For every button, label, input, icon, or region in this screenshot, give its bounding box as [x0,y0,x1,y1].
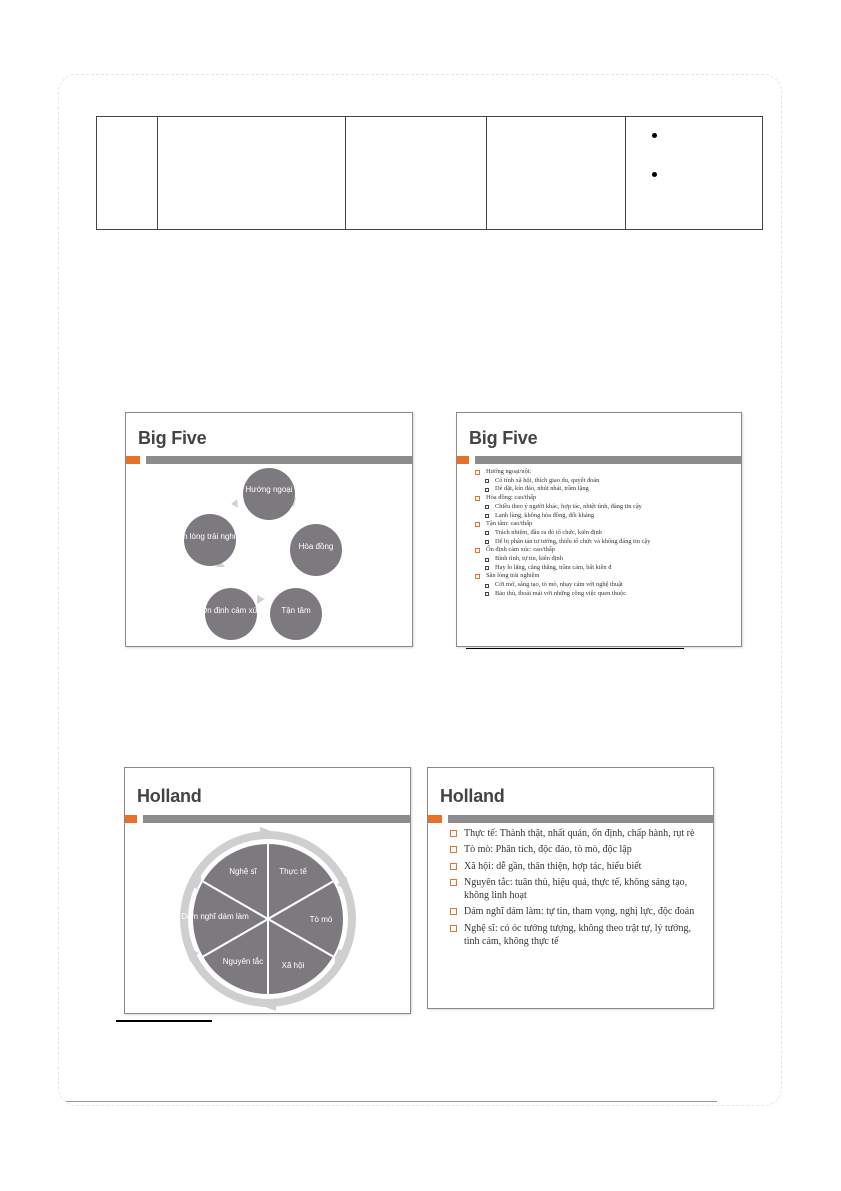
segment-label: Nguyên tắc [222,957,264,966]
square-bullet-icon [475,522,480,527]
circle-label: Hướng ngoại [245,485,293,494]
square-bullet-icon [450,879,457,886]
sub-list-item [475,503,737,512]
group-heading: Ổn định cảm xúc: cao/thấp [486,546,555,554]
big-five-cycle-diagram [126,466,412,646]
caption-underline [116,1020,212,1022]
sub-bullet-icon [485,531,489,535]
sub-bullet-icon [485,514,489,518]
circle-huong-ngoai [243,468,295,520]
divider-bar [146,456,412,464]
sub-list-item [475,555,737,564]
accent-bar [126,456,140,464]
circle-label: Hòa đồng [298,542,334,551]
list-item [475,546,737,555]
circle-label: Sẵn lòng trải nghiệm [173,532,247,541]
group-heading: Tận tâm: cao/thấp [486,520,533,528]
divider-bar [448,815,713,823]
accent-bar [428,815,442,823]
square-bullet-icon [450,863,457,870]
item-text: Dám nghĩ dám làm: tự tin, tham vọng, nghị lực, độc đoán [464,906,695,918]
bullet-icon [652,133,657,138]
sub-item-text: Hay lo lắng, căng thẳng, trầm cảm, bất kiên đ [495,563,612,571]
square-bullet-icon [450,846,457,853]
item-text: Nghệ sĩ: có óc tưởng tượng, không theo trật tự, lý tưởng, tình cảm, không thực tế [464,922,691,948]
slide-title: Big Five [138,428,207,448]
sub-item-text: Dè dặt, kín đáo, nhút nhát, trầm lặng [495,485,589,493]
holland-wheel-diagram [125,823,410,1013]
segment-label: Xã hội [281,961,305,970]
list-item [448,922,703,949]
sub-item-text: Bảo thủ, thoải mái với những công việc quen thuộc [495,589,627,597]
table-fragment [96,116,763,230]
square-bullet-icon [475,548,480,553]
segment-label: Dám nghĩ dám làm [181,912,249,921]
sub-bullet-icon [485,505,489,509]
table-row [97,117,763,230]
sub-list-item [475,477,737,486]
sub-bullet-icon [485,566,489,570]
sub-item-text: Chiều theo ý người khác, hợp tác, nhiệt tình, đáng tin cậy [495,502,642,510]
slide-holland-list [427,767,714,1009]
table-cell [346,117,487,230]
square-bullet-icon [450,908,457,915]
table-cell [158,117,346,230]
list-item [448,827,703,840]
caption-underline [466,648,684,649]
sub-bullet-icon [485,558,489,562]
square-bullet-icon [450,925,457,932]
item-text: Tò mò: Phân tích, độc đáo, tò mò, độc lập [464,844,632,856]
bullet-icon [652,172,657,177]
sub-list-item [475,564,737,573]
accent-bar [125,815,137,823]
slide-holland-diagram [124,767,411,1014]
segment-label: Tò mò [309,915,333,924]
item-text: Thực tế: Thành thật, nhất quán, ổn định, chấp hành, rụt rè [464,828,695,839]
sub-list-item [475,529,737,538]
sub-item-text: Có tính xã hội, thích giao du, quyết đoán [495,476,600,484]
list-item [448,876,703,903]
list-item [448,860,703,873]
slide-title: Holland [137,786,202,806]
square-bullet-icon [475,470,480,475]
segment-label: Nghệ sĩ [229,867,257,876]
slide-big-five-diagram [125,412,413,647]
divider-bar [143,815,410,823]
table-cell [97,117,158,230]
accent-bar [457,456,469,464]
list-item [475,468,737,477]
sub-item-text: Lạnh lùng, không hòa đồng, đối kháng [495,511,595,519]
sub-list-item [475,512,737,521]
sub-item-text: Cởi mở, sáng tạo, tò mò, nhạy cảm với nghệ thuật [495,581,623,589]
big-five-list [475,468,737,599]
table-cell [487,117,626,230]
list-item [475,494,737,503]
sub-bullet-icon [485,479,489,483]
list-item [475,520,737,529]
sub-item-text: Trách nhiệm, đâu ra đó tổ chức, kiên định [495,528,602,536]
group-heading: Hòa đồng: cao/thấp [486,494,537,502]
sub-bullet-icon [485,592,489,596]
square-bullet-icon [475,574,480,579]
circle-label: Tận tâm [281,606,311,615]
footer-rule [66,1101,717,1102]
slide-title: Holland [440,786,505,806]
slide-big-five-list [456,412,742,647]
segment-label: Thực tế [279,867,307,876]
square-bullet-icon [450,830,457,837]
sub-item-text: Bình tĩnh, tự tin, kiên định [495,555,563,563]
sub-list-item [475,581,737,590]
sub-list-item [475,485,737,494]
holland-list [448,827,703,951]
square-bullet-icon [475,496,480,501]
sub-item-text: Dễ bị phân tán tư tưởng, thiếu tổ chức và không đáng tin cậy [495,537,651,545]
sub-bullet-icon [485,584,489,588]
sub-list-item [475,590,737,599]
divider-bar [475,456,741,464]
sub-bullet-icon [485,488,489,492]
list-item [448,905,703,918]
item-text: Xã hội: dễ gần, thân thiện, hợp tác, hiểu biết [464,860,642,872]
item-text: Nguyên tắc: tuân thủ, hiệu quả, thực tế, không sáng tạo, không linh hoạt [464,876,688,902]
sub-bullet-icon [485,540,489,544]
arrow-icon [257,595,265,604]
group-heading: Hướng ngoại/nội: [486,468,532,475]
list-item [475,572,737,581]
slide-title: Big Five [469,428,538,448]
group-heading: Sẵn lòng trải nghiệm [486,572,540,580]
circle-label: Ổn định cảm xúc [200,606,262,615]
list-item [448,843,703,856]
table-cell-bullets [626,117,763,230]
arrow-icon [231,499,238,508]
